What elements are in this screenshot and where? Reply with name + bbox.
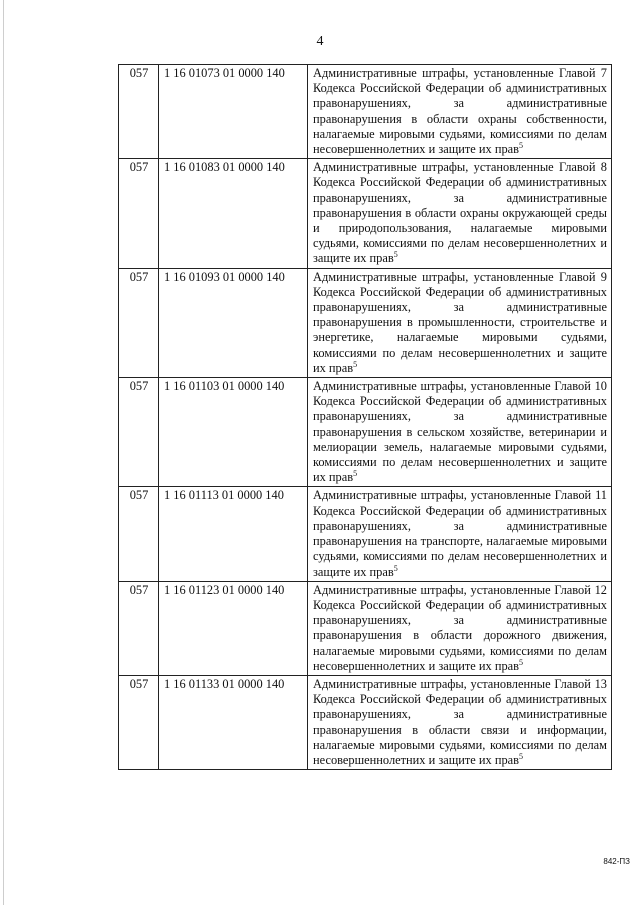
footnote-marker: 5 — [393, 250, 398, 260]
table-row — [119, 675, 612, 769]
table-row — [119, 65, 612, 159]
description-cell — [308, 65, 612, 159]
description-text: Административные штрафы, установленные Главой 8 Кодекса Российской Федерации об административных правонарушениях, за административные правонарушения в области охраны окружающей среды и природопользования, налагаемые мировыми судьями, комиссиями по делам несовершеннолетних и защите их прав — [313, 160, 607, 266]
description-text: Административные штрафы, установленные Главой 13 Кодекса Российской Федерации об административных правонарушениях, за административные правонарушения в области связи и информации, налагаемые мировыми судьями, комиссиями по делам несовершеннолетних и защите их прав — [313, 676, 607, 767]
budget-code-cell: 1 16 01103 01 0000 140 — [159, 378, 308, 487]
table-body — [119, 65, 612, 770]
budget-code-cell: 1 16 01073 01 0000 140 — [159, 65, 308, 159]
description-text: Административные штрафы, установленные Главой 10 Кодекса Российской Федерации об административных правонарушениях, за административные правонарушения в сельском хозяйстве, ветеринарии и мелиорации земель, налагаемые мировыми судьями, комиссиями по делам несовершеннолетних и защите их прав — [313, 379, 607, 485]
budget-code-cell: 1 16 01113 01 0000 140 — [159, 487, 308, 581]
revenue-classification-table — [118, 64, 612, 770]
table-row — [119, 487, 612, 581]
footnote-marker: 5 — [353, 359, 358, 369]
footnote-marker: 5 — [393, 563, 398, 573]
admin-code-cell: 057 — [119, 268, 159, 377]
admin-code-cell: 057 — [119, 378, 159, 487]
footnote-marker: 5 — [519, 140, 524, 150]
description-text: Административные штрафы, установленные Главой 9 Кодекса Российской Федерации об административных правонарушениях, за административные правонарушения в промышленности, строительстве и энергетике, налагаемые мировыми судьями, комиссиями по делам несовершеннолетних и защите их прав — [313, 269, 607, 375]
table-row — [119, 268, 612, 377]
table-row — [119, 159, 612, 268]
description-text: Административные штрафы, установленные Главой 7 Кодекса Российской Федерации об административных правонарушениях, за административные правонарушения в области охраны собственности, налагаемые мировыми судьями, комиссиями по делам несовершеннолетних и защите их прав — [313, 66, 607, 157]
description-cell — [308, 487, 612, 581]
scan-margin-line — [3, 0, 4, 905]
description-cell — [308, 675, 612, 769]
document-stamp: 842-ПЗ — [603, 857, 630, 866]
admin-code-cell: 057 — [119, 65, 159, 159]
footnote-marker: 5 — [353, 469, 358, 479]
page-number: 4 — [316, 34, 324, 49]
description-cell — [308, 159, 612, 268]
admin-code-cell: 057 — [119, 487, 159, 581]
footnote-marker: 5 — [519, 657, 524, 667]
admin-code-cell: 057 — [119, 675, 159, 769]
admin-code-cell: 057 — [119, 159, 159, 268]
description-cell — [308, 581, 612, 675]
description-text: Административные штрафы, установленные Главой 12 Кодекса Российской Федерации об административных правонарушениях, за административные правонарушения в области дорожного движения, налагаемые мировыми судьями, комиссиями по делам несовершеннолетних и защите их прав — [313, 582, 607, 673]
footnote-marker: 5 — [519, 751, 524, 761]
description-cell — [308, 268, 612, 377]
budget-code-cell: 1 16 01083 01 0000 140 — [159, 159, 308, 268]
budget-code-cell: 1 16 01123 01 0000 140 — [159, 581, 308, 675]
admin-code-cell: 057 — [119, 581, 159, 675]
table-row — [119, 581, 612, 675]
table-row — [119, 378, 612, 487]
description-text: Административные штрафы, установленные Главой 11 Кодекса Российской Федерации об административных правонарушениях, за административные правонарушения на транспорте, налагаемые мировыми судьями, комиссиями по делам несовершеннолетних и защите их прав — [313, 488, 607, 579]
budget-code-cell: 1 16 01133 01 0000 140 — [159, 675, 308, 769]
description-cell — [308, 378, 612, 487]
budget-code-cell: 1 16 01093 01 0000 140 — [159, 268, 308, 377]
